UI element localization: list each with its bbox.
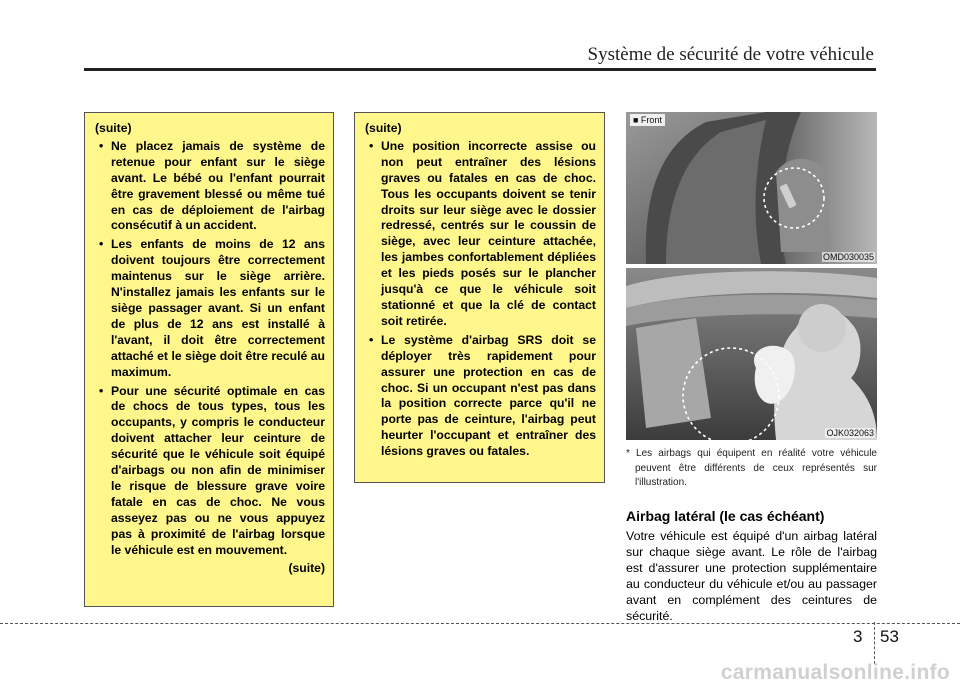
chapter-number: 3 (853, 627, 863, 646)
warning-box-middle (354, 112, 605, 483)
watermark: carmanualsonline.info (720, 661, 950, 684)
figure-view-label: ■ Front (630, 114, 665, 126)
warning-box-left (84, 112, 334, 607)
continued-label-top: (suite) (365, 121, 402, 135)
page-number: 53 (880, 627, 899, 646)
section-body: Votre véhicule est équipé d'un airbag latéral sur chaque siège avant. Le rôle de l'airbag est d'assurer une protection supplémentaire au conducteur du véhicule et/ou au passager avant en complément des ceintures de sécurité. (626, 529, 877, 623)
footnote-text: * Les airbags qui équipent en réalité votre véhicule peuvent être différents de ceux représentés sur l'illustration. (626, 448, 877, 488)
seat-side-airbag-photo (626, 112, 877, 264)
warning-item: • Les enfants de moins de 12 ans doivent toujours être correctement maintenus sur le siège arrière. N'installez jamais les enfants sur le siège passager avant. Si un enfant de plus de 12 ans est installé à l'avant, il doit être correctement attaché et le siège doit être reculé au maximum. (95, 237, 325, 380)
deployment-illustration (626, 268, 877, 440)
page-number-divider (874, 622, 875, 664)
warning-item: • Ne placez jamais de système de retenue pour enfant sur le siège avant. Le bébé ou l'enfant pourrait être gravement blessé ou même tué en cas de déploiement de l'airbag consécutif à un accident. (95, 139, 325, 234)
figure-code: OMD030035 (822, 252, 874, 262)
warning-item: • Le système d'airbag SRS doit se déployer très rapidement pour assurer une protection en cas de choc. Si un occupant n'est pas dans la position correcte parce qu'il ne porte pas de ceinture, l'airbag peut heurter l'occupant et entraîner des lésions graves ou fatales. (365, 333, 596, 460)
warning-list (365, 139, 596, 460)
continued-label-bottom: (suite) (288, 561, 325, 576)
header-rule (84, 68, 876, 71)
figure-code: OJK032063 (826, 428, 874, 438)
side-airbag-deployment-photo (626, 268, 877, 440)
warning-item: • Pour une sécurité optimale en cas de chocs de tous types, tous les occupants, y compris le conducteur doivent attacher leur ceinture de sécurité que le véhicule soit équipé d'airbags ou non afin de minimiser le risque de blessure grave voire fatale en cas de choc. Ne vous asseyez pas ou ne vous appuyez pas à proximité de l'airbag lorsque le véhicule est en mouvement. (95, 384, 325, 559)
continued-label-top: (suite) (95, 121, 132, 135)
page-header-title: Système de sécurité de votre véhicule (587, 44, 874, 65)
section-heading: Airbag latéral (le cas échéant) (626, 508, 825, 524)
footer-divider (0, 623, 960, 624)
seat-illustration (626, 112, 877, 264)
warning-item: • Une position incorrecte assise ou non peut entraîner des lésions graves ou fatales en cas de choc. Tous les occupants doivent se tenir droits sur leur siège avec le dossier redressé, centrés sur le coussin de siège, avec leur ceinture attachée, les jambes confortablement dépliées et les pieds posés sur le plancher jusqu'à ce que le véhicule soit stationné et que la clé de contact soit retirée. (365, 139, 596, 330)
warning-list (95, 139, 325, 559)
figure-footnote (626, 447, 877, 491)
